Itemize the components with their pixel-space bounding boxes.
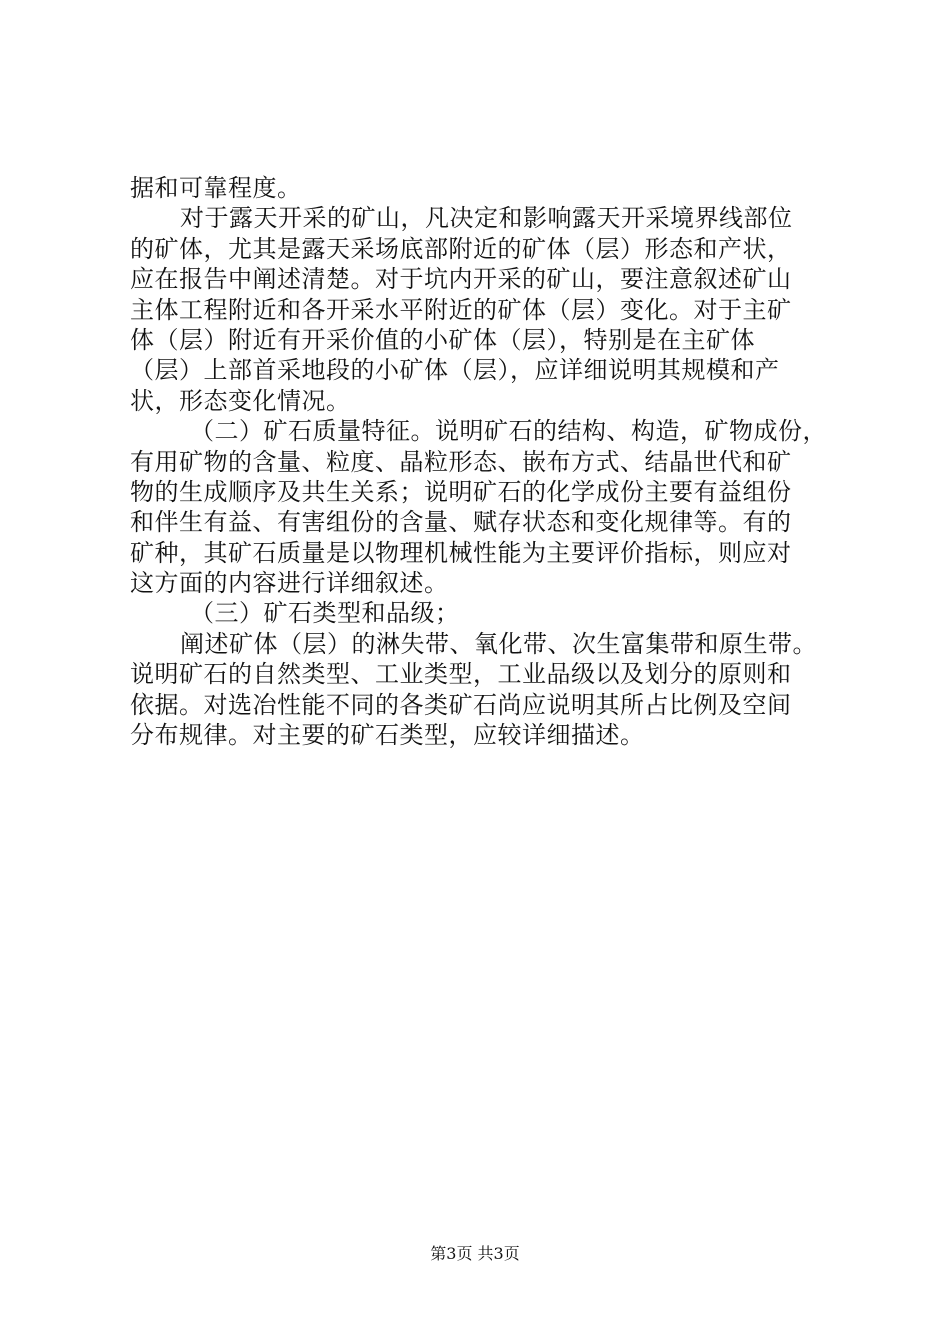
text-line: 有用矿物的含量、粒度、晶粒形态、嵌布方式、结晶世代和矿 (130, 447, 792, 476)
text-line: 矿种，其矿石质量是以物理机械性能为主要评价指标，则应对 (130, 538, 792, 567)
text-line: 物的生成顺序及共生关系；说明矿石的化学成份主要有益组份 (130, 477, 792, 506)
document-body (130, 173, 850, 750)
section-heading-line: （二）矿石质量特征。说明矿石的结构、构造，矿物成份， (190, 417, 827, 446)
text-line: 分布规律。对主要的矿石类型，应较详细描述。 (130, 721, 645, 750)
text-line: 主体工程附近和各开采水平附近的矿体（层）变化。对于主矿 (130, 295, 792, 324)
page-footer (0, 1244, 950, 1264)
text-line: （层）上部首采地段的小矿体（层），应详细说明其规模和产 (130, 356, 780, 385)
text-line: 状，形态变化情况。 (130, 386, 351, 415)
text-line: 说明矿石的自然类型、工业类型，工业品级以及划分的原则和 (130, 660, 792, 689)
text-line: 据和可靠程度。 (130, 174, 302, 202)
text-line: 这方面的内容进行详细叙述。 (130, 569, 449, 598)
section-heading-line: （三）矿石类型和品级； (190, 599, 460, 628)
page-number-label: 第3页 共3页 (430, 1244, 520, 1263)
text-line: 应在报告中阐述清楚。对于坑内开采的矿山，要注意叙述矿山 (130, 265, 792, 294)
paragraph-start-line: 阐述矿体（层）的淋失带、氧化带、次生富集带和原生带。 (180, 629, 817, 658)
paragraph-start-line: 对于露天开采的矿山，凡决定和影响露天开采境界线部位 (180, 204, 793, 233)
text-line: 体（层）附近有开采价值的小矿体（层），特别是在主矿体 (130, 325, 755, 354)
text-line: 的矿体，尤其是露天采场底部附近的矿体（层）形态和产状， (130, 234, 792, 263)
text-line: 和伴生有益、有害组份的含量、赋存状态和变化规律等。有的 (130, 508, 792, 537)
text-line: 依据。对选冶性能不同的各类矿石尚应说明其所占比例及空间 (130, 690, 792, 719)
